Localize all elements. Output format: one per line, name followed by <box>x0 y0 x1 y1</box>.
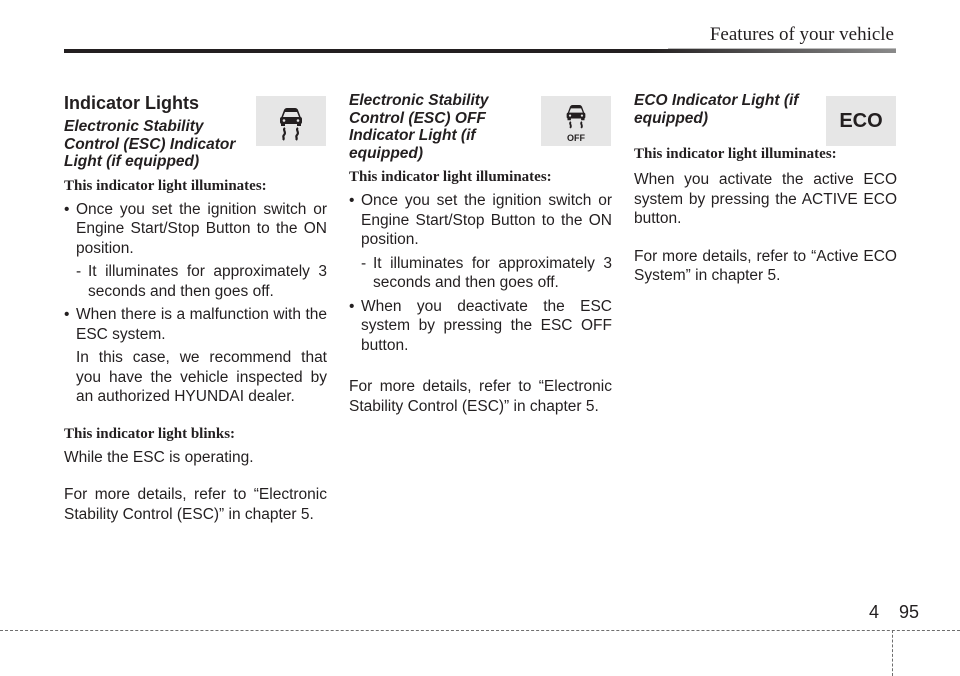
footer-divider <box>892 630 893 676</box>
eco-text: When you activate the active ECO system by pressing the ACTIVE ECO button. <box>634 171 897 227</box>
bullet-item: • Once you set the ignition switch or Engine Start/Stop Button to the ON position. <box>349 191 612 250</box>
dash-item-text: It illuminates for approximately 3 seconds and then goes off. <box>88 263 327 300</box>
esc-indicator-icon <box>256 96 326 146</box>
column-esc-indicator <box>64 92 327 524</box>
dash-item-text: It illuminates for approximately 3 seconds and then goes off. <box>373 254 612 291</box>
esc-indicator-subtitle: Electronic Stability Control (ESC) Indicator Light (if equipped) <box>64 118 236 170</box>
bullet-note: In this case, we recommend that you have the vehicle inspected by an authorized HYUNDAI dealer. <box>76 349 327 405</box>
illuminates-heading: This indicator light illuminates: <box>634 146 837 162</box>
dash-item <box>64 262 327 301</box>
dash-item <box>349 254 612 293</box>
bullet-item: • When there is a malfunction with the ESC system. <box>64 305 327 344</box>
esc-off-indicator-icon <box>541 96 611 146</box>
bullet-item: • Once you set the ignition switch or Engine Start/Stop Button to the ON position. <box>64 200 327 259</box>
dash-mark: - <box>361 254 367 272</box>
esc-off-indicator-subtitle: Electronic Stability Control (ESC) OFF Indicator Light (if equipped) <box>349 92 489 162</box>
blinks-text: While the ESC is operating. <box>64 448 254 466</box>
esc-car-skid-icon <box>271 101 311 141</box>
section-title: Indicator Lights <box>64 93 199 113</box>
blinks-heading: This indicator light blinks: <box>64 425 236 442</box>
page-number: 95 <box>899 602 920 622</box>
chapter-number: 4 <box>869 602 880 622</box>
eco-indicator-icon <box>826 96 896 146</box>
more-details-text: For more details, refer to “Electronic Stability Control (ESC)” in chapter 5. <box>349 378 612 415</box>
header-rule <box>64 49 896 53</box>
more-details-text: For more details, refer to “Active ECO System” in chapter 5. <box>634 247 897 284</box>
more-details-text: For more details, refer to “Electronic Stability Control (ESC)” in chapter 5. <box>64 486 327 523</box>
eco-indicator-subtitle: ECO Indicator Light (if equipped) <box>634 92 799 127</box>
footer-rule <box>0 630 960 631</box>
dash-mark: - <box>76 263 82 280</box>
eco-label: ECO <box>839 109 883 132</box>
esc-off-label: OFF <box>567 133 585 143</box>
illuminates-heading: This indicator light illuminates: <box>64 177 267 194</box>
bullet-item: • When you deactivate the ESC system by pressing the ESC OFF button. <box>349 297 612 356</box>
illuminates-heading: This indicator light illuminates: <box>349 169 552 185</box>
page-header-title: Features of your vehicle <box>709 24 894 45</box>
esc-off-car-skid-icon <box>556 99 596 143</box>
